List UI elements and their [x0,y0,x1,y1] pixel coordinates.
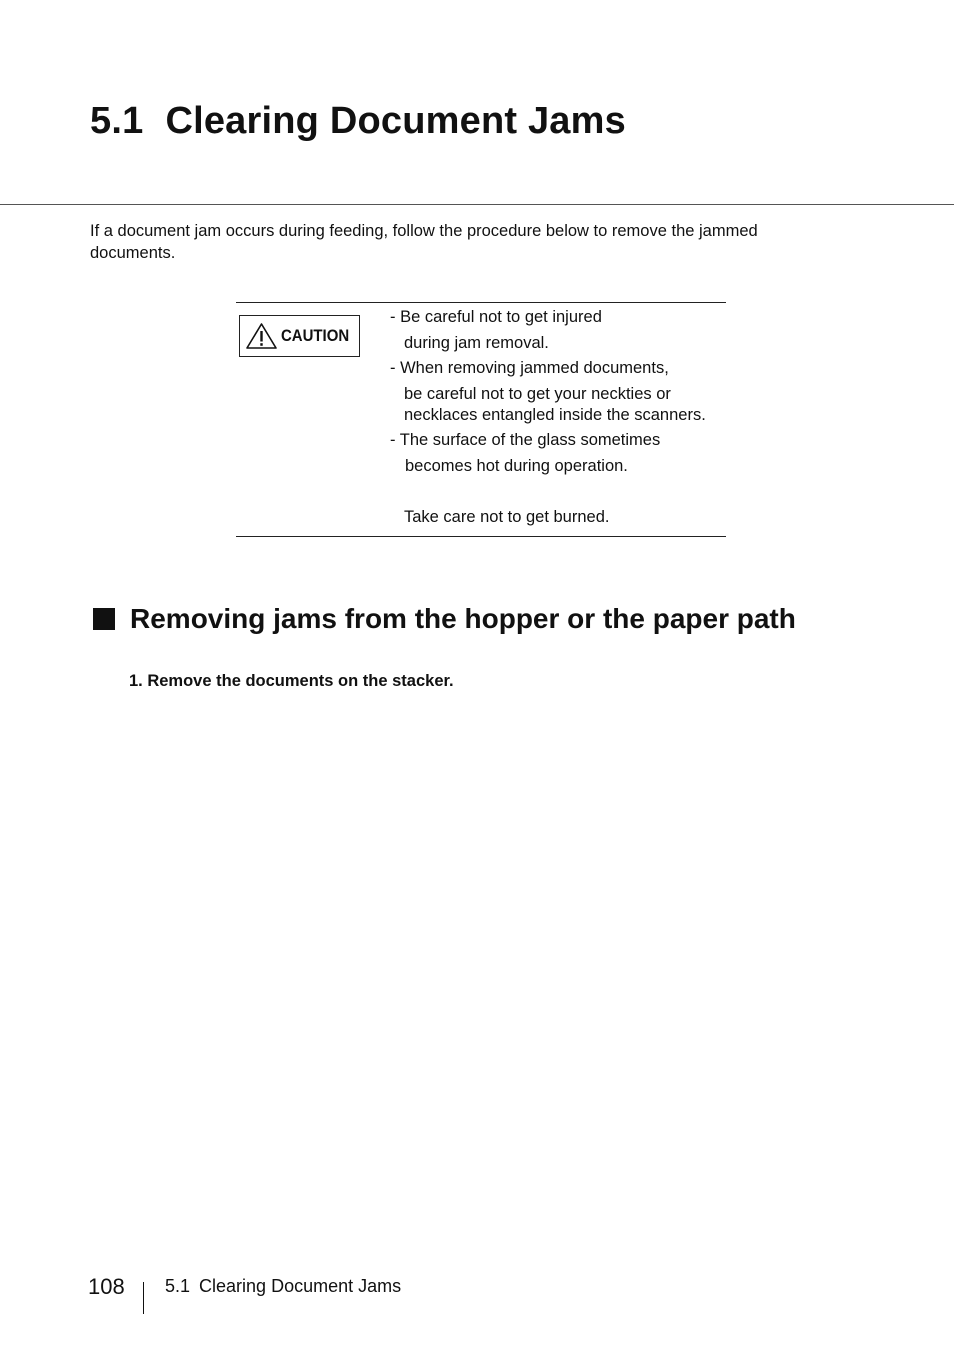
footer-section [165,1276,401,1297]
caution-line: - Be careful not to get injured [390,308,602,326]
page-title [90,100,626,143]
section-title: Clearing Document Jams [165,100,626,142]
caution-line: be careful not to get your neckties or [404,385,671,403]
section-heading [90,603,796,635]
caution-line: Take care not to get burned. [404,508,610,526]
caution-line: becomes hot during operation. [405,457,628,475]
caution-box [236,302,726,537]
step-1: 1. Remove the documents on the stacker. [129,672,454,690]
caution-line: during jam removal. [404,334,549,352]
caution-line: - The surface of the glass sometimes [390,431,661,449]
page-number: 108 [88,1274,125,1299]
footer-divider [143,1282,144,1314]
warning-triangle-icon [245,322,278,350]
square-bullet-icon [93,608,115,630]
caution-line: - When removing jammed documents, [390,359,669,377]
title-divider [0,204,954,205]
caution-line: necklaces entangled inside the scanners. [404,406,706,424]
section-heading-text: Removing jams from the hopper or the paper path [130,603,796,634]
footer-section-number: 5.1 [165,1276,191,1296]
section-number: 5.1 [90,100,144,142]
footer-section-title: Clearing Document Jams [199,1276,402,1296]
caution-text: CAUTION [281,326,350,345]
caution-label [239,315,360,357]
intro-paragraph: If a document jam occurs during feeding, follow the procedure below to remove the jammed documents. [90,222,758,262]
